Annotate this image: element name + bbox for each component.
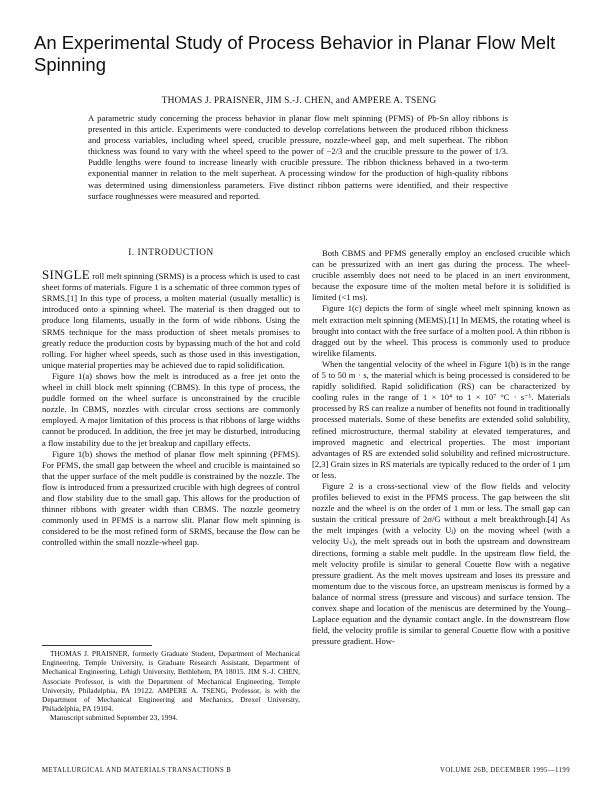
footnote-divider: [42, 645, 152, 646]
abstract: A parametric study concerning the process behavior in planar flow melt spinning (PFMS) of Pb-Sn alloy ribbons is presented in this article. Experiments were conducted to develop correlations between the produced ribbon thickness and process variables, including wheel speed, crucible pressure, nozzle-wheel gap, and melt superheat. The ribbon thickness was found to vary with the wheel speed to the power of −2/3 and the crucible pressure to the power of 1/3. Puddle lengths were found to increase linearly with crucible pressure. The ribbon thickness behaved in a two-term exponential manner in relation to the melt superheat. A processing window for the production of high-quality ribbons was determined using dimensionless parameters. Five distinct ribbon patterns were identified, and their respective surface roughnesses were measured and reported.: [88, 113, 508, 201]
left-column: [42, 248, 300, 548]
intro-paragraph-1: [42, 269, 300, 371]
right-column: [312, 248, 570, 647]
intro-paragraph-7: Figure 2 is a cross-sectional view of the flow fields and velocity profiles believed to exist in the PFMS process. The gap between the slit nozzle and the wheel is on the order of 1 mm or less. The small gap can sustain the critical pressure of 2σ/G without a melt breakthrough.[4] As the melt impinges (with a velocity Uⱼ) on the moving wheel (with a velocity Uₛ), the melt spreads out in both the upstream and downstream directions, forming a stable melt puddle. In the upstream flow field, the melt velocity profile is similar to general Couette flow with a negative pressure gradient. As the melt moves upstream and loses its pressure and momentum due to the viscous force, an upstream meniscus is formed by a balance of normal stress (pressure and viscous) and surface tension. The convex shape and location of the meniscus are determined by the Young–Laplace equation and the dynamic contact angle. In the downstream flow field, the velocity profile is similar to general Couette flow with a positive pressure gradient. How-: [312, 480, 570, 647]
section-heading: I. INTRODUCTION: [128, 248, 214, 258]
author-footnote: [42, 649, 300, 723]
intro-paragraph-5: Figure 1(c) depicts the form of single wheel melt spinning known as melt extraction melt spinning (MEMS).[1] In MEMS, the rotating wheel is brought into contact with the free surface of a molten pool. A thin ribbon is dragged out by the wheel. This process is commonly used to produce wirelike filaments.: [312, 303, 570, 358]
intro-paragraph-6: When the tangential velocity of the wheel in Figure 1(b) is in the range of 5 to 50 m · s, the material which is being processed is considered to be rapidly solidified. Rapid solidification (RS) can be characterized by cooling rules in the range of 1 × 10⁴ to 1 × 10⁷ °C · s⁻¹. Materials processed by RS can realize a number of benefits not found in traditionally processed materials. Some of these benefits are extended solid solubility, refined microstructure, thermal stability at elevated temperatures, and improved magnetic and electrical properties. The most important advantages of RS are extended solid solubility and refined microstructure.[2,3] Grain sizes in RS materials are typically reduced to the order of 1 µm or less.: [312, 358, 570, 480]
footnote-affiliations: THOMAS J. PRAISNER, formerly Graduate Student, Department of Mechanical Engineering, Temple University, is Graduate Research Assistant, Department of Mechanical Engineering, Lehigh University, Bethlehem, PA 18015. JIM S.-J. CHEN, Associate Professor, is with the Department of Mechanical Engineering, Temple University, Philadelphia, PA 19122. AMPERE A. TSENG, Professor, is with the Department of Mechanical Engineering and Mechanics, Drexel University, Philadelphia, PA 19104.: [42, 649, 300, 714]
dropcap-word: SINGLE: [42, 267, 91, 283]
journal-footer: METALLURGICAL AND MATERIALS TRANSACTIONS B: [42, 767, 232, 774]
intro-paragraph-2: Figure 1(a) shows how the melt is introduced as a free jet onto the wheel in chill block melt spinning (CBMS). In this type of process, the puddle formed on the wheel surface is unconstrained by the crucible nozzle. In CBMS, nozzles with circular cross sections are commonly employed. A major limitation of this process is that ribbons of large widths cannot be produced. In addition, the free jet may be disturbed, introducing a flow instability due to the jet breakup and capillary effects.: [42, 370, 300, 448]
volume-page-footer: VOLUME 26B, DECEMBER 1995—1199: [440, 767, 570, 774]
intro-paragraph-3: Figure 1(b) shows the method of planar flow melt spinning (PFMS). For PFMS, the small gap between the wheel and crucible is maintained so that the upper surface of the melt puddle is constrained by the nozzle. The flow is introduced from a pressurized crucible with high degrees of control and flow stability due to the small gap. This allows for the production of thinner ribbons with greater width than CBMS. The nozzle geometry commonly used in PFMS is a narrow slit. Planar flow melt spinning is considered to be the most refined form of SRMS, because the flow can be controlled within the small nozzle-wheel gap.: [42, 448, 300, 548]
intro-paragraph-4: Both CBMS and PFMS generally employ an enclosed crucible which can be pressurized with an inert gas during the process. The wheel-crucible assembly does not need to be placed in an inert environment, because the exposure time of the molten metal before it is solidified is limited (<1 ms).: [312, 248, 570, 303]
intro-paragraph-1-text: roll melt spinning (SRMS) is a process which is used to cast sheet forms of materials. Figure 1 is a schematic of three common types of SRMS.[1] In this type of process, a molten material (usually metallic) is introduced onto a spinning wheel. The material is then dragged out to produce long filaments, usually in the form of wide ribbons. Using the SRMS technique for the mass production of sheet metals promises to greatly reduce the production costs by bypassing much of the hot and cold rolling. For higher wheel speeds, such as those used in this investigation, unique material properties may be achieved due to rapid solidification.: [42, 271, 300, 370]
author-list: THOMAS J. PRAISNER, JIM S.-J. CHEN, and AMPERE A. TSENG: [161, 96, 437, 106]
paper-title: An Experimental Study of Process Behavior in Planar Flow Melt Spinning: [34, 32, 556, 75]
footnote-manuscript-date: Manuscript submitted September 23, 1994.: [50, 713, 178, 723]
